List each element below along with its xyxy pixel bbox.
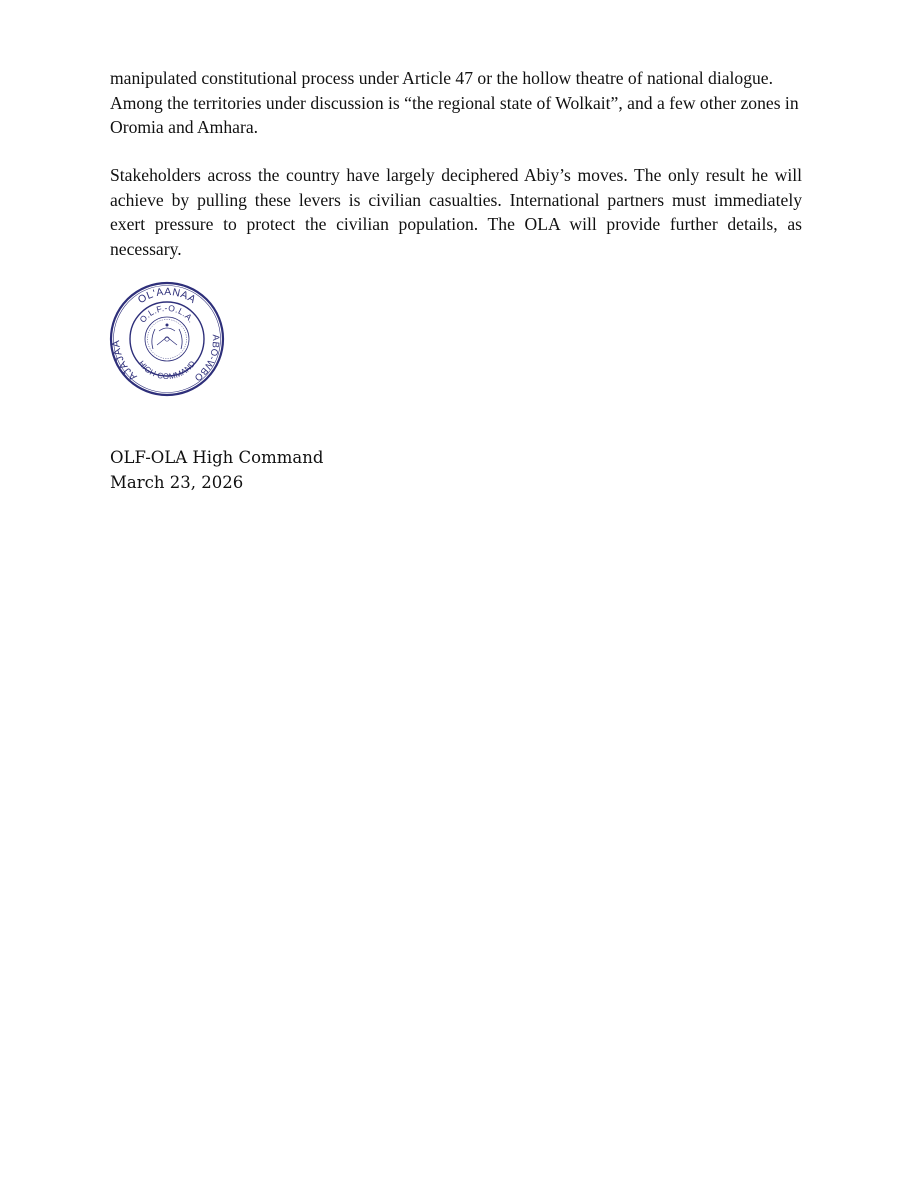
body-paragraph-1: manipulated constitutional process under Article 47 or the hollow theatre of national dialogue. Among the territories under discussion is “the regional state of Wolkait”, and a few other zones in Oromia and Amhara. [110, 68, 799, 138]
svg-text:ABO-WBO: ABO-WBO [191, 334, 221, 384]
signatory-organization: OLF-OLA High Command [110, 448, 324, 467]
svg-text:HIGH COMMAND: HIGH COMMAND [136, 359, 198, 382]
svg-text:OL'AANAA: OL'AANAA [135, 285, 199, 307]
signature-block [110, 445, 323, 495]
svg-text:AJAJAA: AJAJAA [110, 339, 140, 383]
svg-text:O.L.F.-O.L.A.: O.L.F.-O.L.A. [137, 302, 197, 325]
body-paragraph-2: Stakeholders across the country have largely deciphered Abiy’s moves. The only result he will achieve by pulling these levers is civilian casualties. International partners must immediately exert pressure to protect the civilian population. The OLA will provide further details, as necessary. [110, 165, 802, 259]
signature-date: March 23, 2026 [110, 473, 244, 492]
olf-ola-seal-stamp [109, 281, 225, 397]
